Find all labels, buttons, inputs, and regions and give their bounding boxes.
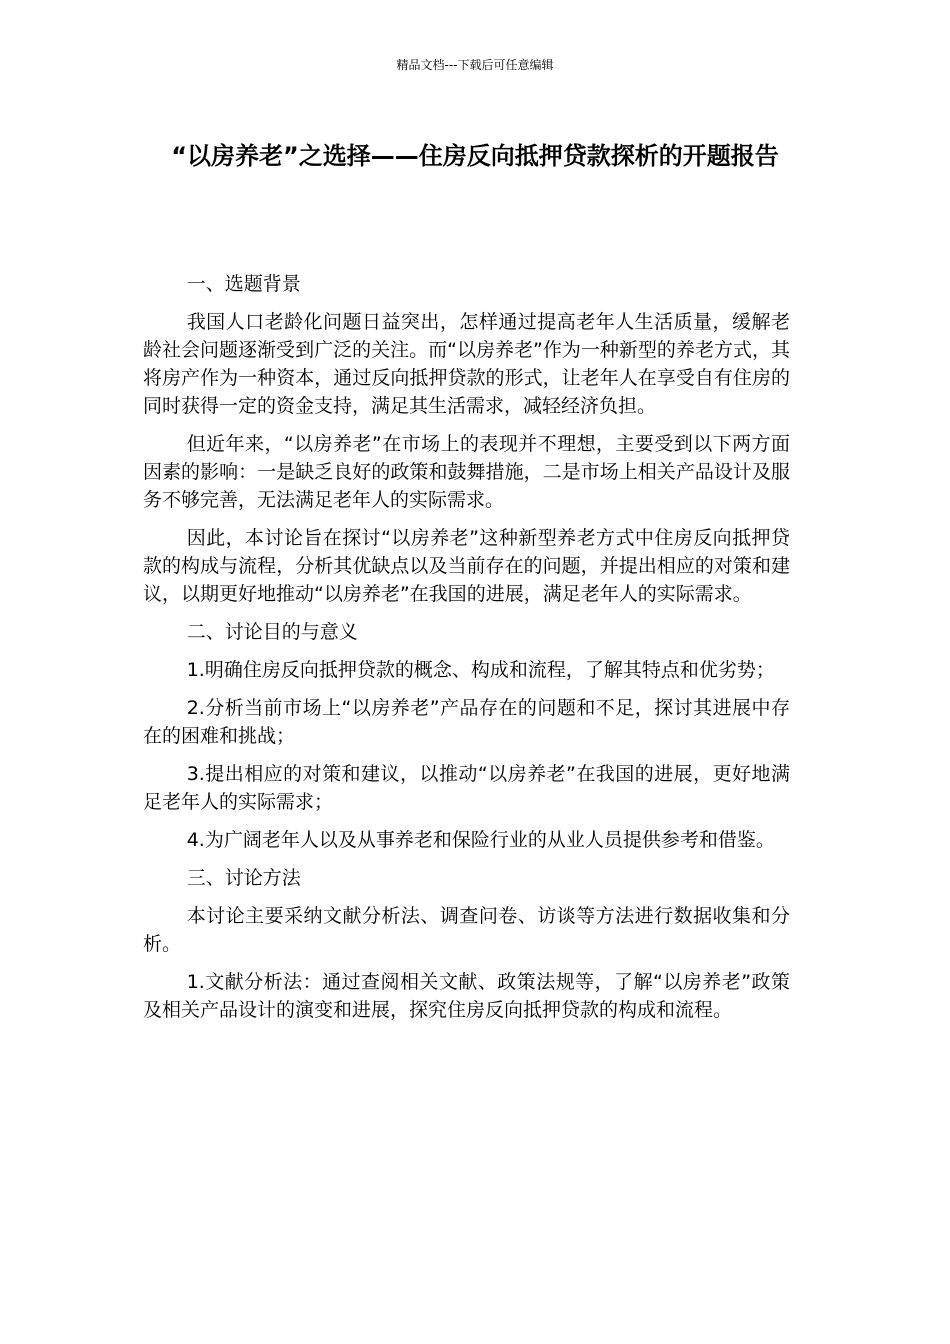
header-note: 精品文档---下载后可任意编辑 — [396, 58, 554, 72]
list-item: 4.为广阔老年人以及从事养老和保险行业的从业人员提供参考和借鉴。 — [186, 829, 775, 851]
list-item: 2.分析当前市场上“以房养老”产品存在的问题和不足，探讨其进展中存在的困难和挑战； — [143, 697, 790, 747]
section-heading-method: 三、讨论方法 — [186, 867, 301, 889]
list-item: 1.文献分析法：通过查阅相关文献、政策法规等，了解“以房养老”政策及相关产品设计的演变和进展，探究住房反向抵押贷款的构成和流程。 — [143, 971, 790, 1021]
list-item: 3.提出相应的对策和建议，以推动“以房养老”在我国的进展，更好地满足老年人的实际需求； — [143, 763, 790, 813]
paragraph: 我国人口老龄化问题日益突出，怎样通过提高老年人生活质量，缓解老龄社会问题逐渐受到广泛的关注。而“以房养老”作为一种新型的养老方式，其将房产作为一种资本，通过反向抵押贷款的形式，让老年人在享受自有住房的同时获得一定的资金支持，满足其生活需求，减轻经济负担。 — [143, 311, 790, 417]
paragraph: 但近年来，“以房养老”在市场上的表现并不理想，主要受到以下两方面因素的影响：一是缺乏良好的政策和鼓舞措施，二是市场上相关产品设计及服务不够完善，无法满足老年人的实际需求。 — [143, 433, 790, 511]
document-title: “以房养老”之选择——住房反向抵押贷款探析的开题报告 — [171, 142, 779, 170]
section-heading-purpose: 二、讨论目的与意义 — [186, 621, 358, 643]
paragraph: 因此，本讨论旨在探讨“以房养老”这种新型养老方式中住房反向抵押贷款的构成与流程，分析其优缺点以及当前存在的问题，并提出相应的对策和建议，以期更好地推动“以房养老”在我国的进展，满足老年人的实际需求。 — [143, 527, 790, 605]
paragraph: 本讨论主要采纳文献分析法、调查问卷、访谈等方法进行数据收集和分析。 — [143, 905, 790, 955]
list-item: 1.明确住房反向抵押贷款的概念、构成和流程，了解其特点和优劣势； — [186, 659, 775, 681]
section-heading-background: 一、选题背景 — [186, 273, 301, 295]
document-body — [143, 270, 790, 1034]
